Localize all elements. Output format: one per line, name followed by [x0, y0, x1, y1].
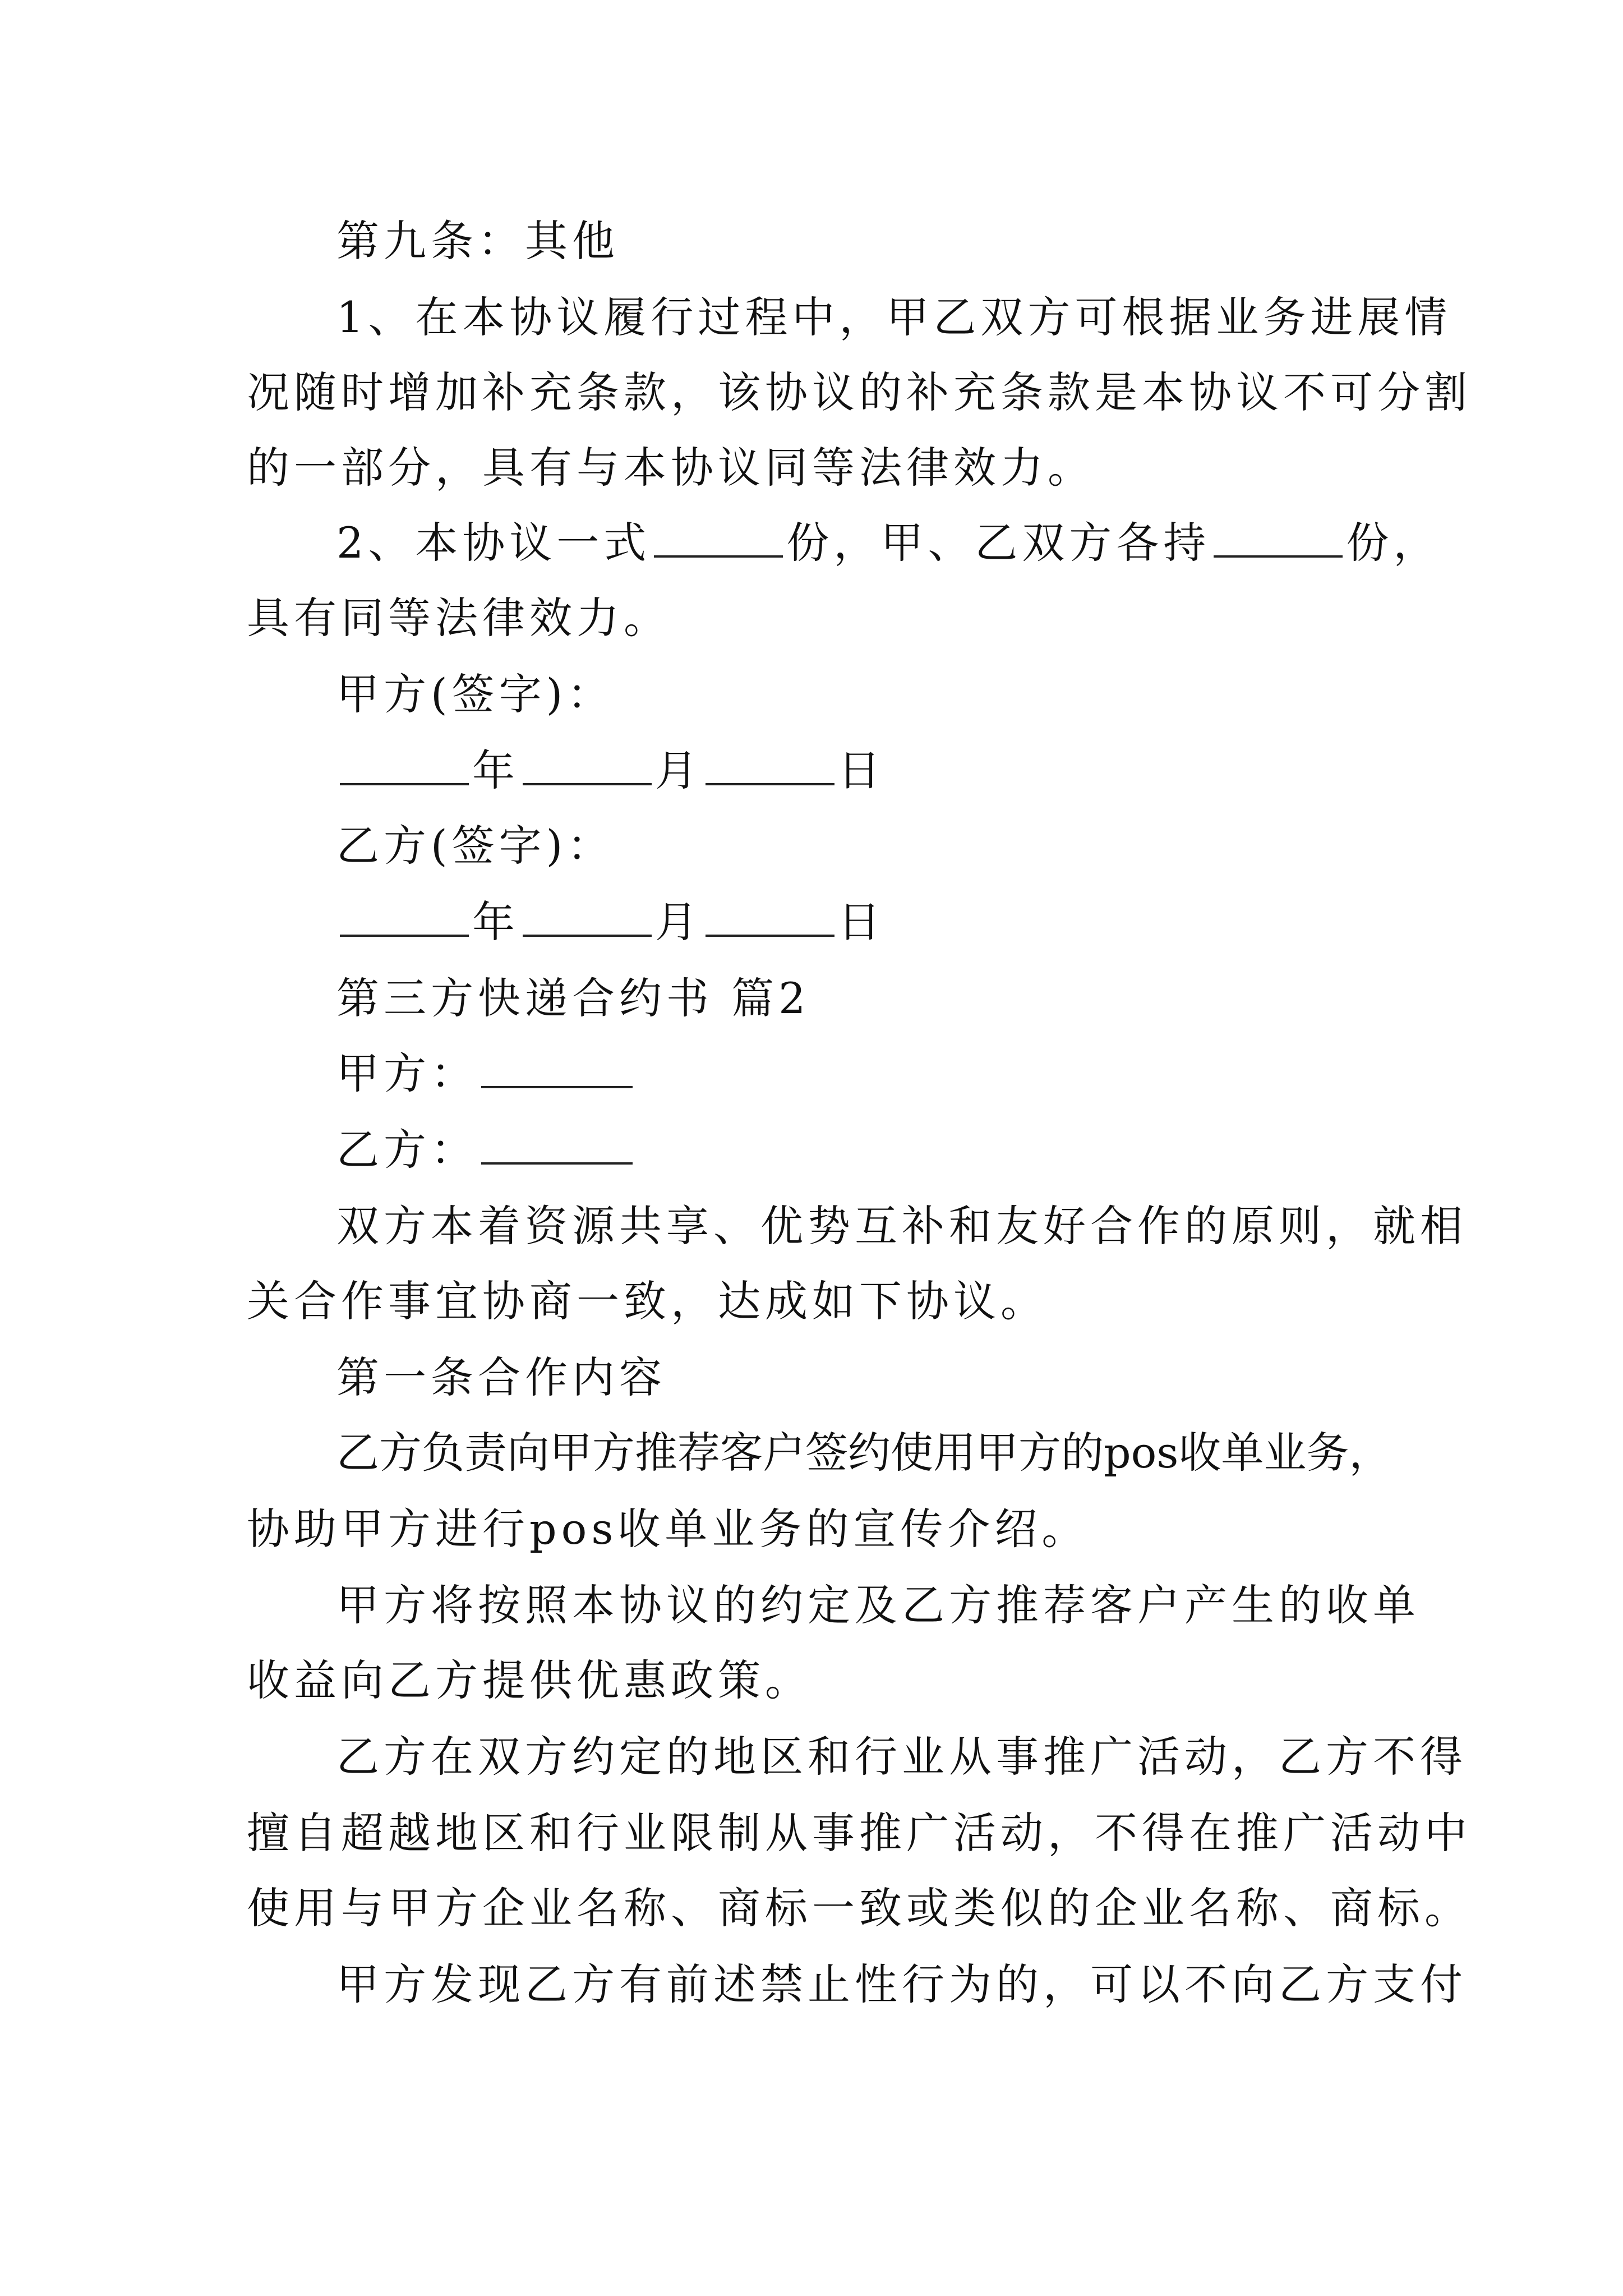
month-label: 月 — [655, 897, 702, 947]
party-a-line — [336, 1046, 636, 1102]
party-b-signature-label: 乙方(签字)： — [336, 821, 615, 871]
year-label: 年 — [472, 746, 519, 795]
paragraph-line: 擅自超越地区和行业限制从事推广活动，不得在推广活动中 — [247, 1808, 1472, 1858]
party-b-line — [336, 1122, 636, 1178]
month-blank — [523, 895, 652, 937]
party-a-blank — [481, 1047, 633, 1088]
copies-line — [336, 515, 1440, 571]
copies-each-blank — [1214, 516, 1343, 558]
paragraph-line: 双方本着资源共享、优势互补和友好合作的原则，就相 — [336, 1201, 1467, 1251]
paragraph-line: 况随时增加补充条款，该协议的补充条款是本协议不可分割 — [247, 367, 1472, 417]
article1-title: 第一条合作内容 — [336, 1352, 666, 1402]
party-a-date-line — [336, 743, 885, 799]
year-blank — [340, 895, 469, 937]
day-label: 日 — [838, 746, 885, 795]
paragraph-line: 具有同等法律效力。 — [247, 593, 671, 643]
paragraph-line: 甲方将按照本协议的约定及乙方推荐客户产生的收单 — [336, 1580, 1420, 1630]
party-b-blank — [481, 1123, 633, 1165]
year-label: 年 — [472, 897, 519, 947]
party-b-date-line — [336, 894, 885, 950]
month-blank — [523, 744, 652, 785]
copies-text-mid: 份，甲、乙双方各持 — [786, 518, 1211, 568]
paragraph-line: 乙方负责向甲方推荐客户签约使用甲方的pos收单业务， — [336, 1428, 1392, 1478]
copies-text-post: 份， — [1346, 518, 1441, 568]
paragraph-line: 使用与甲方企业名称、商标一致或类似的企业名称、商标。 — [247, 1883, 1472, 1933]
party-a-label: 甲方： — [336, 1048, 478, 1098]
section-title: 第三方快递合约书 篇2 — [336, 973, 810, 1023]
month-label: 月 — [655, 746, 702, 795]
paragraph-line: 1、在本协议履行过程中，甲乙双方可根据业务进展情 — [336, 292, 1452, 342]
paragraph-line: 收益向乙方提供优惠政策。 — [247, 1655, 812, 1705]
copies-total-blank — [654, 516, 783, 558]
day-blank — [706, 895, 834, 937]
paragraph-line: 关合作事宜协商一致，达成如下协议。 — [247, 1276, 1048, 1326]
day-label: 日 — [838, 897, 885, 947]
party-a-signature-label: 甲方(签字)： — [336, 669, 615, 719]
paragraph-line: 甲方发现乙方有前述禁止性行为的，可以不向乙方支付 — [336, 1959, 1467, 2009]
paragraph-line: 乙方在双方约定的地区和行业从事推广活动，乙方不得 — [336, 1732, 1467, 1782]
day-blank — [706, 744, 834, 785]
paragraph-line: 协助甲方进行pos收单业务的宣传介绍。 — [247, 1504, 1089, 1554]
paragraph-line: 的一部分，具有与本协议同等法律效力。 — [247, 443, 1095, 493]
year-blank — [340, 744, 469, 785]
party-b-label: 乙方： — [336, 1125, 478, 1175]
copies-text-pre: 2、本协议一式 — [336, 518, 651, 568]
article9-title: 第九条：其他 — [336, 216, 619, 266]
